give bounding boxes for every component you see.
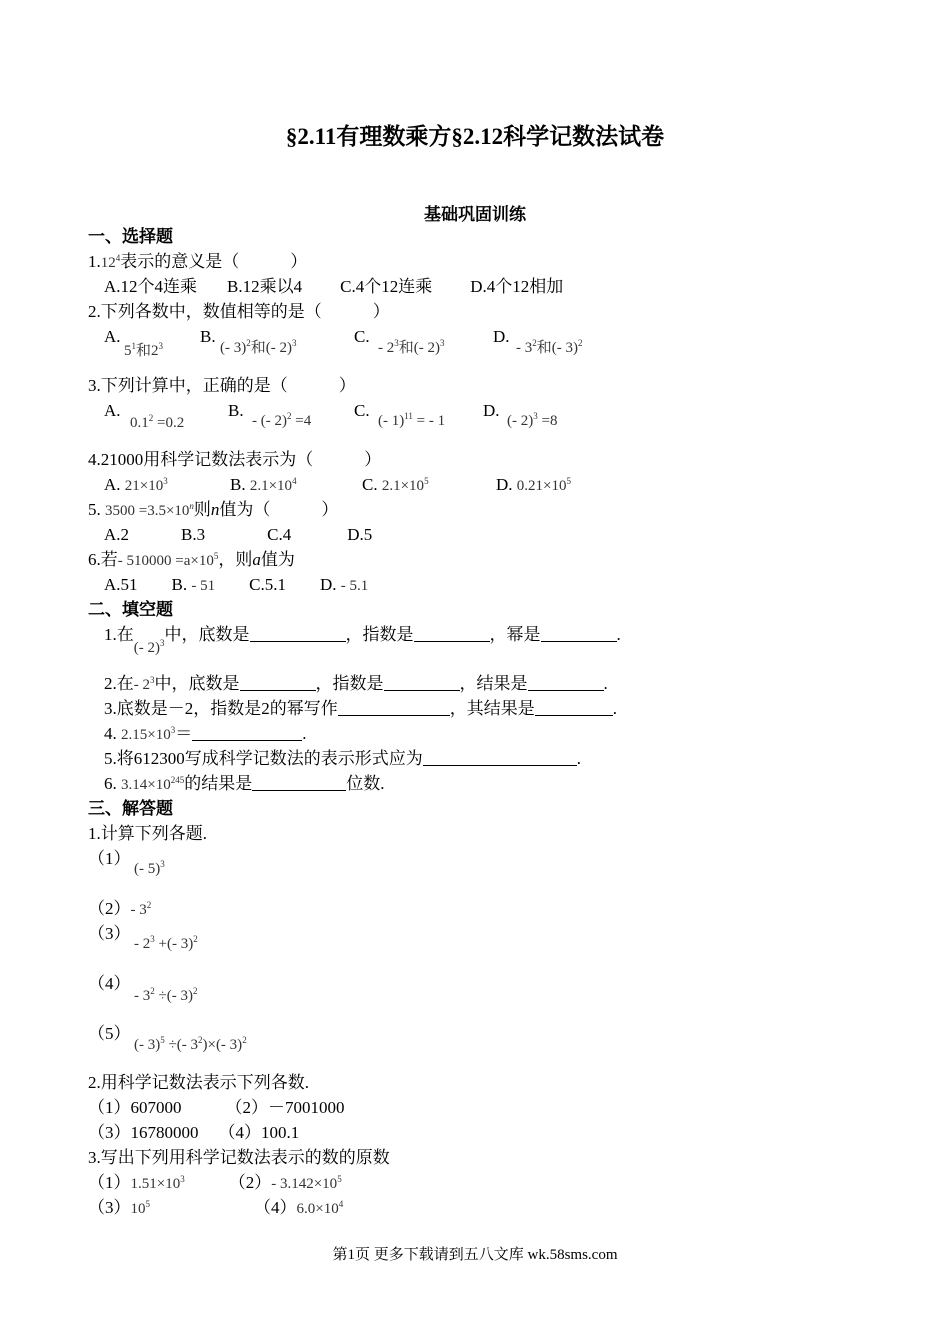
section-choice: 一、选择题	[88, 227, 173, 246]
solve-3-row-2: $(3)10^5$ $(4)6.0\times 10^4$	[88, 1198, 344, 1217]
option-c: C.4个12连乘	[340, 277, 433, 296]
solve-1-part-3-expr: - $2^3$ +(- 3)$^2$	[134, 934, 198, 952]
question-4-option-d: D. $0.21\times 10^5$	[496, 475, 571, 494]
solve-1-part-4-expr: - $3^2$ ÷(- 3)$^2$	[134, 986, 198, 1004]
question-2-option-d: D.	[493, 327, 510, 346]
question-5-options	[104, 524, 372, 546]
question-6-options: A.51 B. - 51 C.5.1 D. - 5.1	[104, 575, 369, 594]
question-4-option-a: A. $21\times 10^3$	[104, 475, 168, 494]
solve-2-row-2: （3）16780000 （4）100.1	[88, 1123, 300, 1142]
option-c: C.4	[267, 525, 292, 544]
section-solve: 三、解答题	[88, 799, 173, 818]
question-4: 4.21000用科学记数法表示为（ ）	[88, 450, 382, 469]
solve-1: 1.计算下列各题.	[88, 824, 207, 843]
page-footer: 第1页 更多下载请到五八文库 wk.58sms.com	[332, 1247, 618, 1263]
fill-1: 1.在(- 2)$^3$中，底数是 ，指数是 ，幂是 .	[104, 625, 621, 656]
option-b: B.12乘以4	[227, 277, 303, 296]
question-3-option-c-expr: (- 1)$^{11}$ = - 1	[378, 411, 446, 429]
solve-1-part-5-expr: (- 3)$^5$ ÷(- $3^2)\times(-$ 3)$^2$	[134, 1035, 247, 1053]
question-3-option-a-expr: $0.1^2 =0.2$	[130, 413, 185, 431]
question-2: 2.下列各数中，数值相等的是（ ）	[88, 302, 390, 321]
fill-3: 3.底数是－2，指数是2的幂写作 ，其结果是 .	[104, 699, 617, 718]
option-b: B.3	[181, 525, 206, 544]
question-3-option-c: C.	[354, 401, 370, 420]
solve-2: 2.用科学记数法表示下列各数.	[88, 1073, 309, 1092]
question-3: 3.下列计算中，正确的是（ ）	[88, 376, 356, 395]
fill-2: 2.在- $2^3$中，底数是 ，指数是 ，结果是 .	[104, 674, 608, 693]
option-a: A.2	[104, 525, 130, 544]
question-4-option-c: C. $2.1\times 10^5$	[362, 475, 429, 494]
solve-2-row-1: （1）607000 （2）－7001000	[88, 1098, 345, 1117]
option-d: D.	[319, 575, 337, 594]
solve-1-part-1-expr: (- 5)$^3$	[134, 859, 165, 877]
page-title: §2.11有理数乘方§2.12科学记数法试卷	[285, 124, 665, 149]
option-a: A.51	[104, 575, 138, 594]
question-2-option-a-expr: $5^1$和$2^3$	[124, 341, 164, 359]
solve-1-part-3-label: （3）	[88, 924, 131, 943]
question-3-option-b-expr: - (- 2)$^2$ =4	[252, 411, 312, 429]
option-c: C.5.1	[249, 575, 286, 594]
question-5: 5. $3500 =3.5\times 10^n$则n值为（ ）	[88, 500, 339, 519]
question-2-option-c: C.	[354, 327, 370, 346]
question-6: 6.若- $510000 =a\times 10^5$，则a值为	[88, 550, 295, 569]
option-d: D.5	[347, 525, 373, 544]
option-b: B.	[171, 575, 188, 594]
solve-1-part-2: （2）- $3^2$	[88, 899, 152, 918]
fill-4: 4. $2.15\times 10^3=$ .	[104, 724, 307, 743]
question-2-option-b: B.	[200, 327, 216, 346]
solve-3: 3.写出下列用科学记数法表示的数的原数	[88, 1148, 390, 1167]
question-2-option-d-expr: - $3^2$和(- 3)$^2$	[516, 338, 583, 356]
question-3-option-d: D.	[483, 401, 500, 420]
fill-6: 6. $3.14\times 10^{245}$的结果是 位数.	[104, 774, 385, 793]
question-2-option-c-expr: - $2^3$和(- 2)$^3$	[378, 338, 445, 356]
solve-1-part-1-label: （1）	[88, 849, 131, 868]
question-4-option-b: B. $2.1\times 10^4$	[230, 475, 297, 494]
fill-5: 5.将612300写成科学记数法的表示形式应为 .	[104, 749, 581, 768]
question-2-option-b-expr: (- 3)$^2$和(- 2)$^3$	[220, 338, 297, 356]
solve-1-part-5-label: （5）	[88, 1024, 131, 1043]
section-fill: 二、填空题	[88, 600, 173, 619]
question-1: 1.12$^4$表示的意义是（ ）	[88, 252, 308, 271]
question-3-option-d-expr: (- 2)$^3$ =8	[507, 411, 558, 429]
option-a: A.12个4连乘	[104, 277, 198, 296]
section-subtitle: 基础巩固训练	[424, 205, 526, 224]
solve-3-row-1: $(1)1.51\times 10^3$ （2）- $3.142\times 10^5$	[88, 1173, 342, 1192]
question-3-option-a: A.	[104, 401, 121, 420]
question-2-option-a: A.	[104, 327, 121, 346]
solve-1-part-4-label: （4）	[88, 974, 131, 993]
option-d: D.4个12相加	[470, 277, 564, 296]
question-1-options	[104, 276, 563, 298]
question-3-option-b: B.	[228, 401, 244, 420]
